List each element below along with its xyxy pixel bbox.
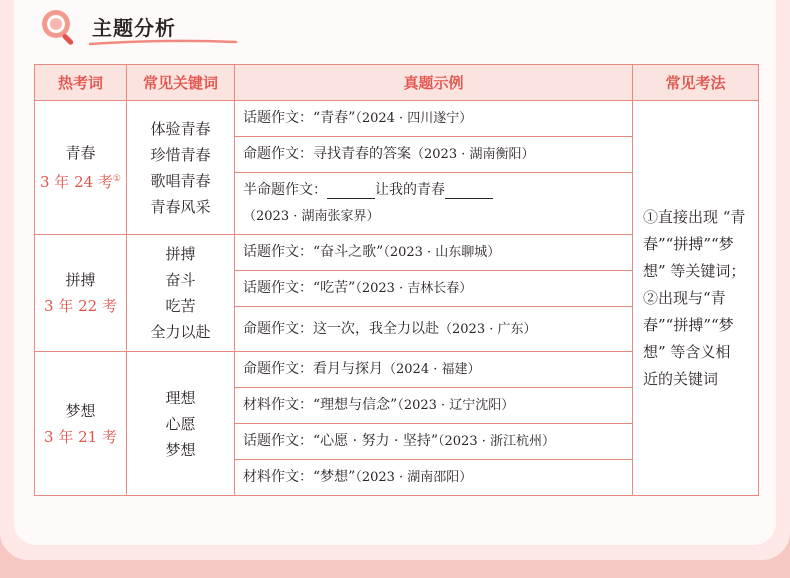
example-cell: 材料作文：“理想与信念”（2023 · 辽宁沈阳）	[235, 388, 633, 424]
topic-count: 3 年 22 考	[44, 297, 117, 315]
example-cell: 命题作文：这一次，我全力以赴（2023 · 广东）	[235, 307, 633, 352]
blank-line	[445, 182, 493, 199]
topic-cell	[35, 235, 127, 352]
keyword: 全力以赴	[150, 323, 211, 341]
keyword: 青春风采	[150, 197, 211, 216]
example-cell: 话题作文：“奋斗之歌”（2023 · 山东聊城）	[235, 235, 633, 271]
method-line: 想” 等关键词；	[643, 261, 746, 280]
method-line: 春”“拼搏”“梦	[643, 234, 734, 253]
keyword: 珍惜青春	[150, 145, 211, 164]
header-hot-word: 热考词	[35, 65, 127, 101]
keyword: 梦想	[165, 440, 196, 459]
example-cell: 命题作文：寻找青春的答案（2023 · 湖南衡阳）	[235, 137, 633, 173]
blank-line	[327, 182, 375, 199]
table-row	[35, 101, 759, 137]
example-cell: 半命题作文： 让我的青春（2023 · 湖南张家界）	[235, 173, 633, 235]
example-cell: 话题作文：“吃苦”（2023 · 吉林长春）	[235, 271, 633, 307]
section-title: 主题分析	[92, 16, 176, 40]
footnote-mark: ①	[112, 174, 121, 184]
topic-name: 青春	[65, 144, 96, 162]
section-header	[40, 8, 300, 48]
keywords-cell	[127, 101, 235, 235]
keyword: 吃苦	[165, 297, 196, 315]
method-line: ②出现与“青	[643, 288, 726, 307]
topic-cell	[35, 101, 127, 235]
title-underline	[88, 38, 238, 48]
keywords-cell	[127, 352, 235, 496]
method-line: 近的关键词	[643, 369, 719, 388]
table-header-row	[35, 65, 759, 101]
topic-name: 拼搏	[65, 271, 96, 289]
topic-count: 3 年 21 考	[44, 427, 117, 446]
keyword: 心愿	[165, 414, 196, 433]
example-cell: 命题作文：看月与探月（2024 · 福建）	[235, 352, 633, 388]
header-keywords: 常见关键词	[127, 65, 235, 101]
keyword: 拼搏	[165, 245, 196, 263]
topic-cell	[35, 352, 127, 496]
keywords-cell	[127, 235, 235, 352]
header-method: 常见考法	[633, 65, 759, 101]
method-line: 春”“拼搏”“梦	[643, 315, 734, 334]
topic-table	[34, 64, 759, 496]
topic-count: 3 年 24 考①	[39, 173, 121, 191]
keyword: 奋斗	[165, 271, 196, 289]
method-cell	[633, 101, 759, 496]
keyword: 理想	[165, 388, 196, 407]
keyword: 体验青春	[150, 119, 211, 138]
example-cell: 话题作文：“心愿 · 努力 · 坚持”（2023 · 浙江杭州）	[235, 424, 633, 460]
magnifier-icon	[40, 8, 80, 46]
example-cell: 材料作文：“梦想”（2023 · 湖南邵阳）	[235, 460, 633, 496]
topic-name: 梦想	[65, 401, 96, 420]
keyword: 歌唱青春	[150, 171, 211, 190]
header-examples: 真题示例	[235, 65, 633, 101]
method-line: ①直接出现 “青	[643, 207, 746, 226]
example-cell: 话题作文：“青春”（2024 · 四川遂宁）	[235, 101, 633, 137]
method-line: 想” 等含义相	[643, 342, 731, 361]
